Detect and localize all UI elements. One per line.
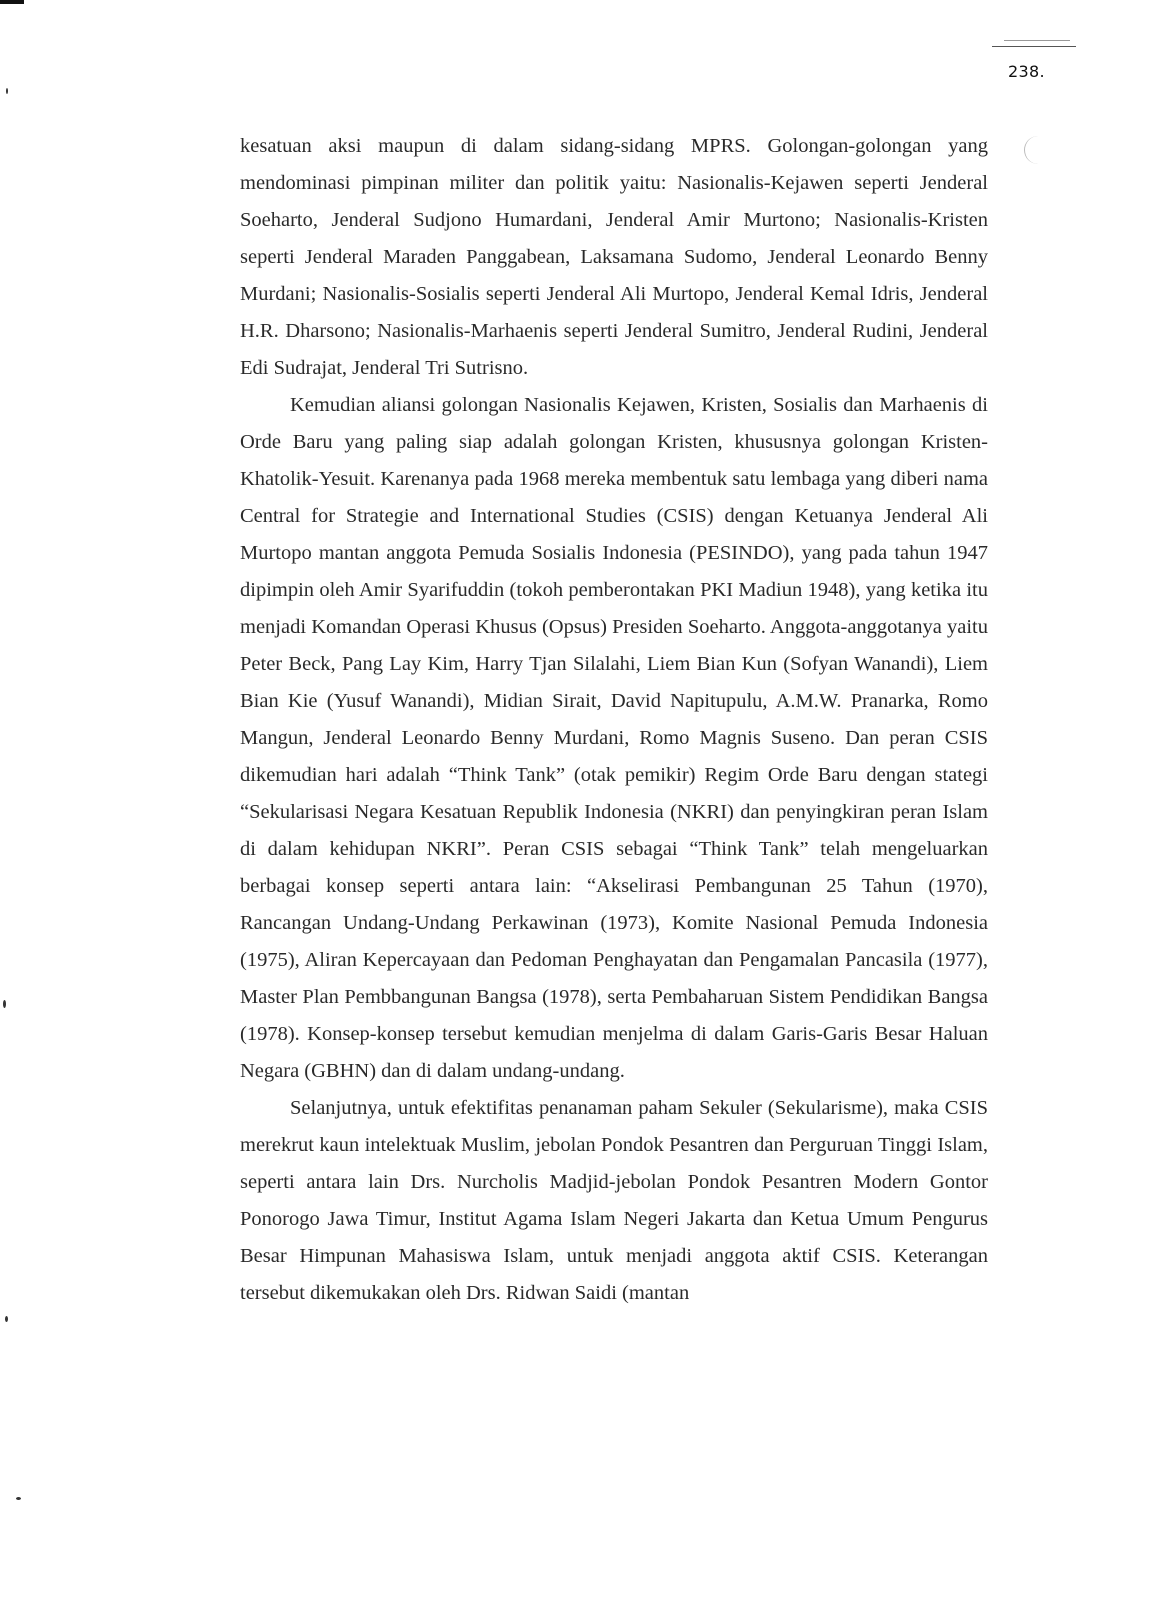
paragraph: Selanjutnya, untuk efektifitas penanaman paham Sekuler (Sekularisme), maka CSIS merekrut kaun intelektuak Muslim, jebolan Pondok Pesantren dan Perguruan Tinggi Islam, seperti antara lain Drs. Nurcholis Madjid-jebolan Pondok Pesantren Modern Gontor Ponorogo Jawa Timur, Institut Agama Islam Negeri Jakarta dan Ketua Umum Pengurus Besar Himpunan Mahasiswa Islam, untuk menjadi anggota aktif CSIS. Keterangan tersebut dikemukakan oleh Drs. Ridwan Saidi (mantan [240, 1097, 988, 1304]
header-rule [992, 46, 1076, 47]
page-number: 238. [1008, 62, 1045, 81]
header-rule [1004, 40, 1070, 41]
scan-speck [5, 1316, 8, 1322]
paragraph: Kemudian aliansi golongan Nasionalis Kejawen, Kristen, Sosialis dan Marhaenis di Orde Baru yang paling siap adalah golongan Kristen, khususnya golongan Kristen-Khatolik-Yesuit. Karenanya pada 1968 mereka membentuk satu lembaga yang diberi nama Central for Strategie and International Studies (CSIS) dengan Ketuanya Jenderal Ali Murtopo mantan anggota Pemuda Sosialis Indonesia (PESINDO), yang pada tahun 1947 dipimpin oleh Amir Syarifuddin (tokoh pemberontakan PKI Madiun 1948), yang ketika itu menjadi Komandan Operasi Khusus (Opsus) Presiden Soeharto. Anggota-anggotanya yaitu Peter Beck, Pang Lay Kim, Harry Tjan Silalahi, Liem Bian Kun (Sofyan Wanandi), Liem Bian Kie (Yusuf Wanandi), Midian Sirait, David Napitupulu, A.M.W. Pranarka, Romo Mangun, Jenderal Leonardo Benny Murdani, Romo Magnis Suseno. Dan peran CSIS dikemudian hari adalah “Think Tank” (otak pemikir) Regim Orde Baru dengan stategi “Sekularisasi Negara Kesatuan Republik Indonesia (NKRI) dan penyingkiran peran Islam di dalam kehidupan NKRI”. Peran CSIS sebagai “Think Tank” telah mengeluarkan berbagai konsep seperti antara lain: “Akselirasi Pembangunan 25 Tahun (1970), Rancangan Undang-Undang Perkawinan (1973), Komite Nasional Pemuda Indonesia (1975), Aliran Kepercayaan dan Pedoman Penghayatan dan Pengamalan Pancasila (1977), Master Plan Pembbangunan Bangsa (1978), serta Pembaharuan Sistem Pendidikan Bangsa (1978). Konsep-konsep tersebut kemudian menjelma di dalam Garis-Garis Besar Haluan Negara (GBHN) dan di dalam undang-undang. [240, 394, 988, 1082]
paragraph: kesatuan aksi maupun di dalam sidang-sidang MPRS. Golongan-golongan yang mendominasi pimpinan militer dan politik yaitu: Nasionalis-Kejawen seperti Jenderal Soeharto, Jenderal Sudjono Humardani, Jenderal Amir Murtono; Nasionalis-Kristen seperti Jenderal Maraden Panggabean, Laksamana Sudomo, Jenderal Leonardo Benny Murdani; Nasionalis-Sosialis seperti Jenderal Ali Murtopo, Jenderal Kemal Idris, Jenderal H.R. Dharsono; Nasionalis-Marhaenis seperti Jenderal Sumitro, Jenderal Rudini, Jenderal Edi Sudrajat, Jenderal Tri Sutrisno. [240, 135, 988, 379]
scan-speck [6, 88, 8, 94]
body-text [240, 128, 988, 1312]
scan-artifact [1024, 136, 1039, 164]
scan-speck [16, 1497, 21, 1500]
scan-artifact [0, 0, 24, 4]
scan-speck [3, 1000, 6, 1008]
